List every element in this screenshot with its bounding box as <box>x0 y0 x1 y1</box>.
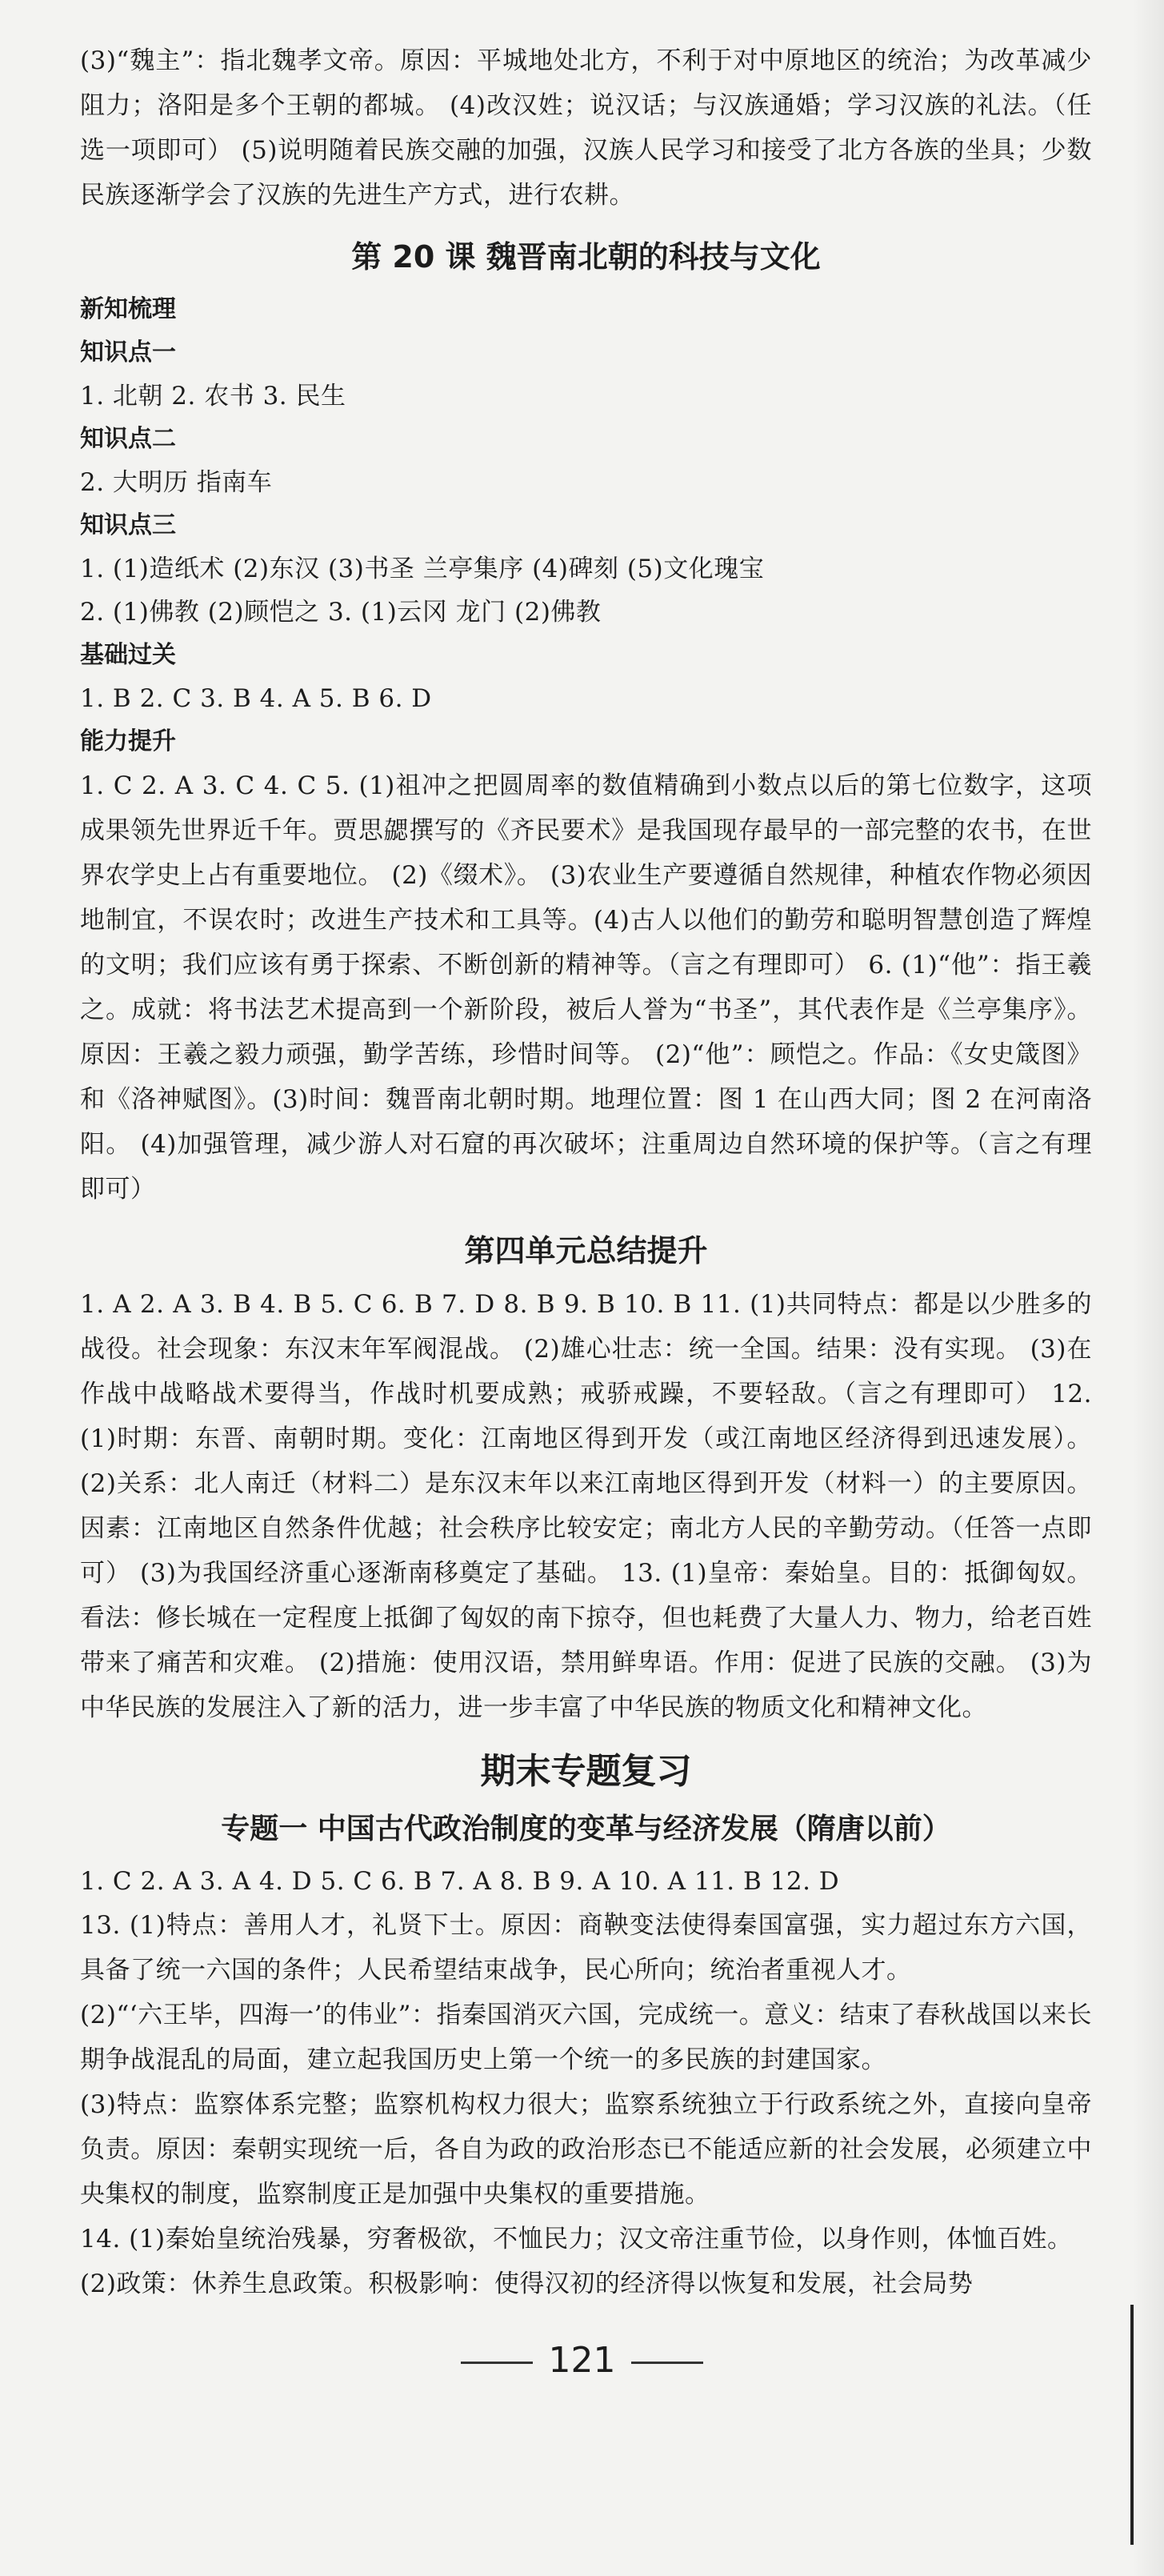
page-edge-shadow <box>1132 0 1164 2576</box>
unit4-title: 第四单元总结提升 <box>464 1233 708 1268</box>
new-knowledge-label: 新知梳理 <box>80 295 176 323</box>
page-number-left-dash <box>461 2362 533 2364</box>
q13-part1: 13. (1)特点：善用人才，礼贤下士。原因：商鞅变法使得秦国富强，实力超过东方六国，具备了统一六国的条件；人民希望结束战争，民心所向；统治者重视人才。 <box>80 1911 1092 1985</box>
choice-answers: 1. C 2. A 3. A 4. D 5. C 6. B 7. A 8. B 9. A 10. A 11. B 12. D <box>80 1867 840 1896</box>
q13-part2: (2)“‘六王毕，四海一’的伟业”：指秦国消灭六国，完成统一。意义：结束了春秋战国以来长期争战混乱的局面，建立起我国历史上第一个统一的多民族的封建国家。 <box>80 2001 1092 2074</box>
q14-part1: 14. (1)秦始皇统治残暴，穷奢极欲，不恤民力；汉文帝注重节俭，以身作则，体恤百姓。 <box>80 2225 1073 2253</box>
intro-paragraph: (3)“魏主”：指北魏孝文帝。原因：平城地处北方，不利于对中原地区的统治；为改革减少阻力；洛阳是多个王朝的都城。 (4)改汉姓；说汉话；与汉族通婚；学习汉族的礼法。（任选一项即可） (5)说明随着民族交融的加强，汉族人民学习和接受了北方各族的坐具；少数民族逐渐学会了汉族的先进生产方式，进行农耕。 <box>80 46 1092 210</box>
basic-label: 基础过关 <box>80 641 176 669</box>
page-number <box>0 2337 1164 2385</box>
basic-answer: 1. B 2. C 3. B 4. A 5. B 6. D <box>80 684 432 713</box>
final-review-title: 期末专题复习 <box>480 1751 692 1792</box>
kp3-line2: 2. (1)佛教 (2)顾恺之 3. (1)云冈 龙门 (2)佛教 <box>80 598 602 627</box>
page-number-value: 121 <box>548 2340 616 2381</box>
topic1-title: 专题一 中国古代政治制度的变革与经济发展（隋唐以前） <box>221 1813 951 1845</box>
q14-part2: (2)政策：休养生息政策。积极影响：使得汉初的经济得以恢复和发展，社会局势 <box>80 2270 974 2298</box>
kp2-answer: 2. 大明历 指南车 <box>80 468 273 497</box>
kp2-label: 知识点二 <box>80 425 176 453</box>
q13-part3: (3)特点：监察体系完整；监察机构权力很大；监察系统独立于行政系统之外，直接向皇帝负责。原因：秦朝实现统一后，各自为政的政治形态已不能适应新的社会发展，必须建立中央集权的制度，监察制度正是加强中央集权的重要措施。 <box>80 2090 1092 2209</box>
lesson20-title: 第 20 课 魏晋南北朝的科技与文化 <box>351 239 821 274</box>
kp1-label: 知识点一 <box>80 339 176 367</box>
ability-label: 能力提升 <box>80 727 176 755</box>
page-edge-line <box>1130 2305 1134 2545</box>
ability-paragraph: 1. C 2. A 3. C 4. C 5. (1)祖冲之把圆周率的数值精确到小数点以后的第七位数字，这项成果领先世界近千年。贾思勰撰写的《齐民要术》是我国现存最早的一部完整的农书，在世界农学史上占有重要地位。 (2)《缀术》。 (3)农业生产要遵循自然规律，种植农作物必须因地制宜，不误农时；改进生产技术和工具等。(4)古人以他们的勤劳和聪明智慧创造了辉煌的文明；我们应该有勇于探索、不断创新的精神等。（言之有理即可） 6. (1)“他”：指王羲之。成就：将书法艺术提高到一个新阶段，被后人誉为“书圣”，其代表作是《兰亭集序》。原因：王羲之毅力顽强，勤学苦练，珍惜时间等。 (2)“他”：顾恺之。作品：《女史箴图》和《洛神赋图》。(3)时间：魏晋南北朝时期。地理位置：图 1 在山西大同；图 2 在河南洛阳。 (4)加强管理，减少游人对石窟的再次破坏；注重周边自然环境的保护等。（言之有理即可） <box>80 771 1092 1204</box>
unit4-paragraph: 1. A 2. A 3. B 4. B 5. C 6. B 7. D 8. B 9. B 10. B 11. (1)共同特点：都是以少胜多的战役。社会现象：东汉末年军阀混战。 (2)雄心壮志：统一全国。结果：没有实现。 (3)在作战中战略战术要得当，作战时机要成熟；戒骄戒躁，不要轻敌。（言之有理即可） 12. (1)时期：东晋、南朝时期。变化：江南地区得到开发（或江南地区经济得到迅速发展）。 (2)关系：北人南迁（材料二）是东汉末年以来江南地区得到开发（材料一）的主要原因。因素：江南地区自然条件优越；社会秩序比较安定；南北方人民的辛勤劳动。（任答一点即可） (3)为我国经济重心逐渐南移奠定了基础。 13. (1)皇帝：秦始皇。目的：抵御匈奴。看法：修长城在一定程度上抵御了匈奴的南下掠夺，但也耗费了大量人力、物力，给老百姓带来了痛苦和灾难。 (2)措施：使用汉语，禁用鲜卑语。作用：促进了民族的交融。 (3)为中华民族的发展注入了新的活力，进一步丰富了中华民族的物质文化和精神文化。 <box>80 1290 1092 1722</box>
kp3-label: 知识点三 <box>80 511 176 539</box>
page-number-right-dash <box>631 2362 703 2364</box>
kp1-answer: 1. 北朝 2. 农书 3. 民生 <box>80 382 346 411</box>
kp3-line1: 1. (1)造纸术 (2)东汉 (3)书圣 兰亭集序 (4)碑刻 (5)文化瑰宝 <box>80 555 765 583</box>
